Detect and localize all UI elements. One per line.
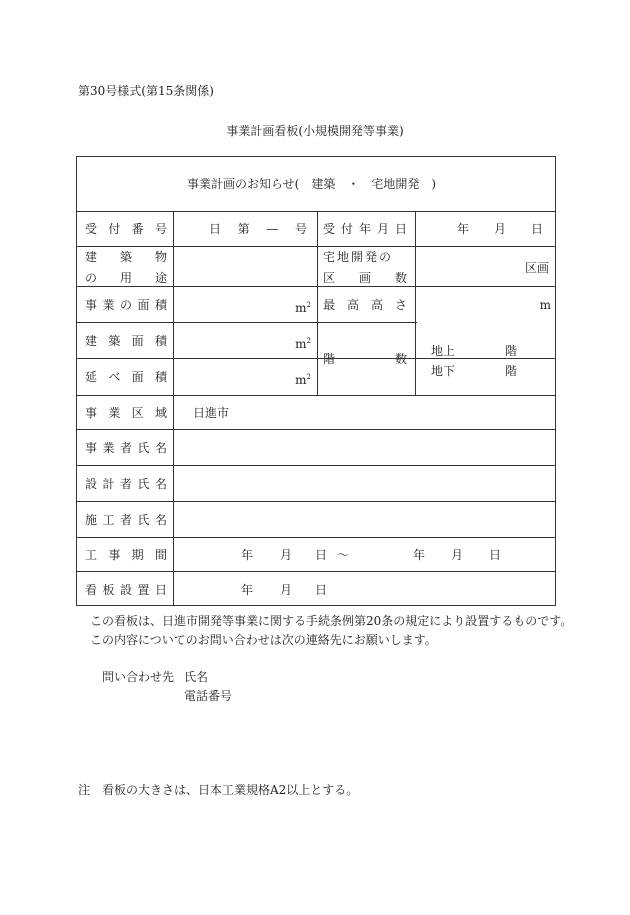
document-title: 事業計画看板(小規模開発等事業) bbox=[226, 124, 404, 138]
period-end-month: 月 bbox=[451, 548, 464, 562]
posting-date-month: 月 bbox=[280, 583, 293, 597]
floors-label: 階 数 bbox=[323, 352, 407, 366]
max-height-unit: m bbox=[539, 298, 551, 312]
column-divider bbox=[415, 211, 416, 395]
period-start-day: 日 bbox=[315, 548, 328, 562]
contact-phone: 電話番号 bbox=[184, 689, 233, 703]
notice-title: 事業計画のお知らせ( 建築 ・ 宅地開発 ) bbox=[187, 177, 437, 191]
footnote: 注 看板の大きさは、日本工業規格A2以上とする。 bbox=[78, 783, 359, 797]
lot-count-label-line2: 区 画 数 bbox=[323, 271, 407, 285]
row-divider bbox=[77, 246, 555, 247]
contact-name: 氏名 bbox=[184, 670, 209, 684]
period-label: 工 事 期 間 bbox=[85, 548, 167, 562]
row-divider bbox=[77, 571, 555, 572]
posting-date-day: 日 bbox=[315, 583, 328, 597]
project-area-unit: $m^2$ bbox=[295, 301, 311, 315]
note-line-2: この内容についてのお問い合わせは次の連絡先にお願いします。 bbox=[90, 633, 437, 647]
period-end-day: 日 bbox=[489, 548, 502, 562]
max-height-label: 最 高 高 さ bbox=[323, 298, 407, 312]
building-use-label-line2: の 用 途 bbox=[85, 271, 167, 285]
building-area-label: 建 築 面 積 bbox=[85, 334, 167, 348]
row-divider bbox=[77, 501, 555, 502]
row-divider bbox=[77, 465, 555, 466]
project-area-label: 事 業 の 面 積 bbox=[85, 298, 167, 312]
district-label: 事 業 区 域 bbox=[85, 406, 167, 420]
column-divider bbox=[317, 211, 318, 395]
period-start-year: 年 bbox=[241, 548, 254, 562]
contractor-label: 施 工 者 氏 名 bbox=[85, 513, 167, 527]
above-ground-label: 地上 bbox=[431, 344, 456, 358]
form-number: 第30号様式(第15条関係) bbox=[78, 84, 214, 98]
acceptance-number-value: 日 第 — 号 bbox=[209, 222, 307, 236]
row-divider bbox=[77, 358, 555, 359]
floor-area-unit: $m^2$ bbox=[295, 373, 311, 387]
posting-date-year: 年 bbox=[241, 583, 254, 597]
signboard-table bbox=[76, 156, 556, 606]
building-use-label-line1: 建 築 物 bbox=[85, 250, 167, 264]
above-ground-unit: 階 bbox=[505, 344, 518, 358]
note-line-1: この看板は、日進市開発等事業に関する手続条例第20条の規定により設置するものです。 bbox=[90, 614, 573, 628]
period-tilde: 〜 bbox=[337, 548, 350, 562]
row-divider bbox=[77, 211, 555, 212]
lot-unit: 区画 bbox=[524, 261, 549, 275]
row-divider bbox=[77, 429, 555, 430]
column-divider bbox=[173, 211, 174, 605]
floor-area-label: 延 べ 面 積 bbox=[85, 370, 167, 384]
posting-date-label: 看 板 設 置 日 bbox=[85, 583, 167, 597]
below-ground-label: 地下 bbox=[431, 364, 456, 378]
lot-count-label-line1: 宅地開発の bbox=[323, 250, 394, 264]
row-divider bbox=[77, 286, 555, 287]
row-divider bbox=[77, 322, 417, 323]
contact-label: 問い合わせ先 bbox=[102, 670, 175, 684]
row-divider bbox=[77, 395, 555, 396]
designer-label: 設 計 者 氏 名 bbox=[85, 477, 167, 491]
acceptance-date-value: 年 月 日 bbox=[457, 222, 543, 236]
row-divider bbox=[77, 537, 555, 538]
period-start-month: 月 bbox=[280, 548, 293, 562]
district-value: 日進市 bbox=[193, 406, 230, 420]
acceptance-date-label: 受 付 年 月 日 bbox=[323, 222, 407, 236]
acceptance-number-label: 受 付 番 号 bbox=[85, 222, 167, 236]
period-end-year: 年 bbox=[413, 548, 426, 562]
below-ground-unit: 階 bbox=[505, 364, 518, 378]
operator-label: 事 業 者 氏 名 bbox=[85, 441, 167, 455]
building-area-unit: $m^2$ bbox=[295, 337, 311, 351]
